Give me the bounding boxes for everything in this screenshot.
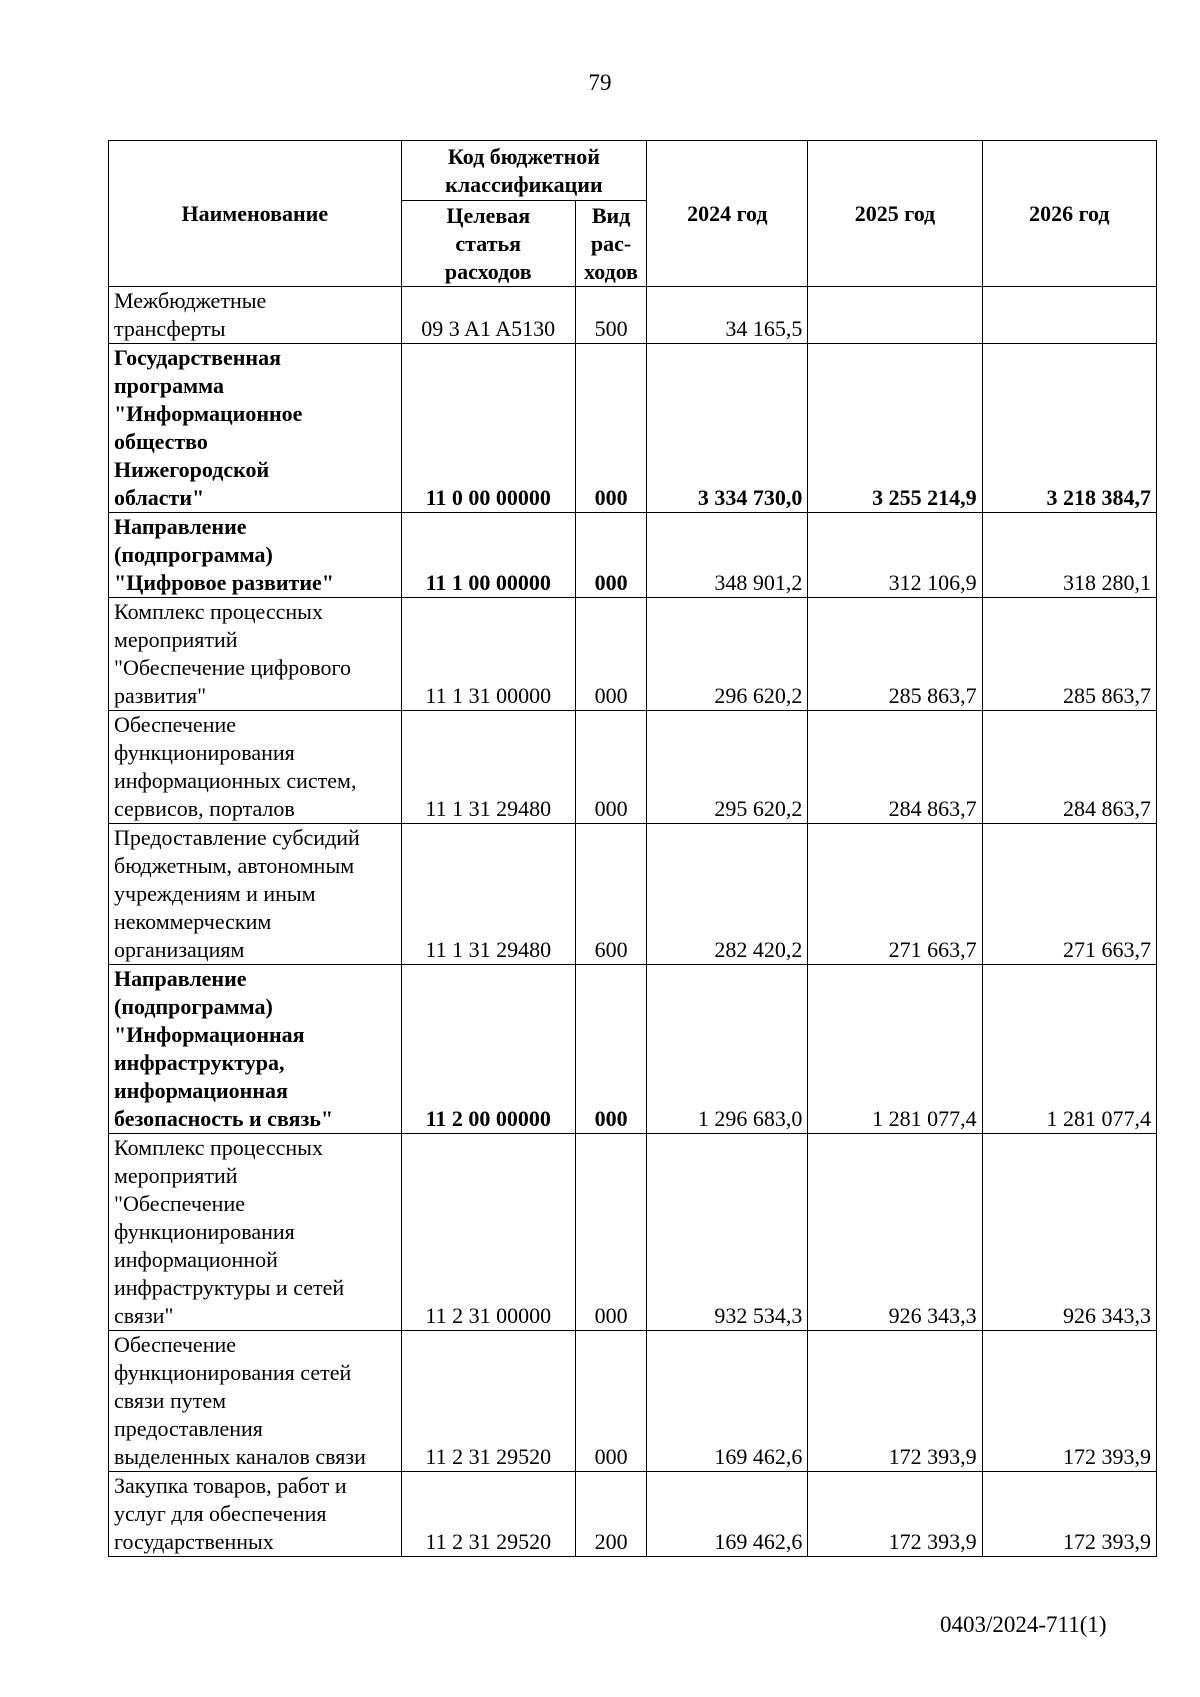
- header-expense-kind: Вид рас- ходов: [575, 201, 646, 287]
- cell-expense-kind: 000: [575, 598, 646, 711]
- cell-2025: 172 393,9: [808, 1331, 982, 1472]
- cell-2024: 3 334 730,0: [647, 344, 808, 513]
- cell-target-article: 11 1 31 29480: [401, 824, 575, 965]
- cell-2025: 3 255 214,9: [808, 344, 982, 513]
- document-code: 0403/2024-711(1): [940, 1612, 1107, 1637]
- cell-2025: [808, 287, 982, 344]
- table-row: [109, 824, 1157, 965]
- cell-name: Комплекс процессных мероприятий "Обеспечение функционирования информационной инфраструктуры и сетей связи": [109, 1134, 402, 1331]
- cell-2026: 285 863,7: [982, 598, 1156, 711]
- cell-2026: 172 393,9: [982, 1331, 1156, 1472]
- cell-2026: [982, 287, 1156, 344]
- cell-2025: 271 663,7: [808, 824, 982, 965]
- cell-target-article: 11 2 31 29520: [401, 1331, 575, 1472]
- cell-name: Комплекс процессных мероприятий "Обеспечение цифрового развития": [109, 598, 402, 711]
- header-year-2025: 2025 год: [808, 141, 982, 287]
- cell-name: Предоставление субсидий бюджетным, автономным учреждениям и иным некоммерческим организациям: [109, 824, 402, 965]
- table-row: [109, 711, 1157, 824]
- table-row: [109, 1134, 1157, 1331]
- table-header: [109, 141, 1157, 287]
- table-row: [109, 287, 1157, 344]
- cell-2025: 1 281 077,4: [808, 965, 982, 1134]
- cell-name: Направление (подпрограмма) "Информационная инфраструктура, информационная безопасность и связь": [109, 965, 402, 1134]
- budget-table: [108, 140, 1157, 1557]
- table-row: [109, 1472, 1157, 1557]
- cell-target-article: 11 1 00 00000: [401, 513, 575, 598]
- cell-target-article: 11 0 00 00000: [401, 344, 575, 513]
- table-row: [109, 965, 1157, 1134]
- cell-expense-kind: 000: [575, 711, 646, 824]
- cell-target-article: 11 2 31 00000: [401, 1134, 575, 1331]
- cell-2026: 318 280,1: [982, 513, 1156, 598]
- table-row: [109, 598, 1157, 711]
- header-code-group: Код бюджетной классификации: [401, 141, 647, 201]
- cell-expense-kind: 000: [575, 513, 646, 598]
- cell-target-article: 11 2 00 00000: [401, 965, 575, 1134]
- cell-expense-kind: 600: [575, 824, 646, 965]
- header-year-2026: 2026 год: [982, 141, 1156, 287]
- cell-2024: 295 620,2: [647, 711, 808, 824]
- cell-name: Направление (подпрограмма) "Цифровое развитие": [109, 513, 402, 598]
- cell-2025: 284 863,7: [808, 711, 982, 824]
- cell-2026: 1 281 077,4: [982, 965, 1156, 1134]
- header-year-2024: 2024 год: [647, 141, 808, 287]
- cell-2025: 172 393,9: [808, 1472, 982, 1557]
- table-row: [109, 344, 1157, 513]
- cell-2024: 34 165,5: [647, 287, 808, 344]
- cell-expense-kind: 500: [575, 287, 646, 344]
- cell-expense-kind: 000: [575, 344, 646, 513]
- cell-expense-kind: 000: [575, 1134, 646, 1331]
- cell-2024: 296 620,2: [647, 598, 808, 711]
- table-row: [109, 1331, 1157, 1472]
- cell-2024: 1 296 683,0: [647, 965, 808, 1134]
- cell-2024: 169 462,6: [647, 1472, 808, 1557]
- cell-name: Государственная программа "Информационное общество Нижегородской области": [109, 344, 402, 513]
- cell-2024: 348 901,2: [647, 513, 808, 598]
- cell-name: Обеспечение функционирования информационных систем, сервисов, порталов: [109, 711, 402, 824]
- cell-2026: 172 393,9: [982, 1472, 1156, 1557]
- cell-2025: 312 106,9: [808, 513, 982, 598]
- cell-expense-kind: 200: [575, 1472, 646, 1557]
- cell-2025: 285 863,7: [808, 598, 982, 711]
- cell-expense-kind: 000: [575, 965, 646, 1134]
- cell-name: Обеспечение функционирования сетей связи путем предоставления выделенных каналов связи: [109, 1331, 402, 1472]
- page-number: 79: [588, 70, 612, 95]
- cell-2024: 282 420,2: [647, 824, 808, 965]
- table-row: [109, 513, 1157, 598]
- cell-2025: 926 343,3: [808, 1134, 982, 1331]
- cell-2026: 284 863,7: [982, 711, 1156, 824]
- cell-expense-kind: 000: [575, 1331, 646, 1472]
- table-body: [109, 287, 1157, 1557]
- header-target-article: Целевая статья расходов: [401, 201, 575, 287]
- cell-target-article: 11 2 31 29520: [401, 1472, 575, 1557]
- cell-target-article: 11 1 31 29480: [401, 711, 575, 824]
- cell-2026: 3 218 384,7: [982, 344, 1156, 513]
- cell-2026: 271 663,7: [982, 824, 1156, 965]
- cell-name: Межбюджетные трансферты: [109, 287, 402, 344]
- cell-target-article: 09 3 A1 A5130: [401, 287, 575, 344]
- cell-target-article: 11 1 31 00000: [401, 598, 575, 711]
- cell-2026: 926 343,3: [982, 1134, 1156, 1331]
- cell-2024: 169 462,6: [647, 1331, 808, 1472]
- header-name: Наименование: [109, 141, 402, 287]
- cell-name: Закупка товаров, работ и услуг для обеспечения государственных: [109, 1472, 402, 1557]
- cell-2024: 932 534,3: [647, 1134, 808, 1331]
